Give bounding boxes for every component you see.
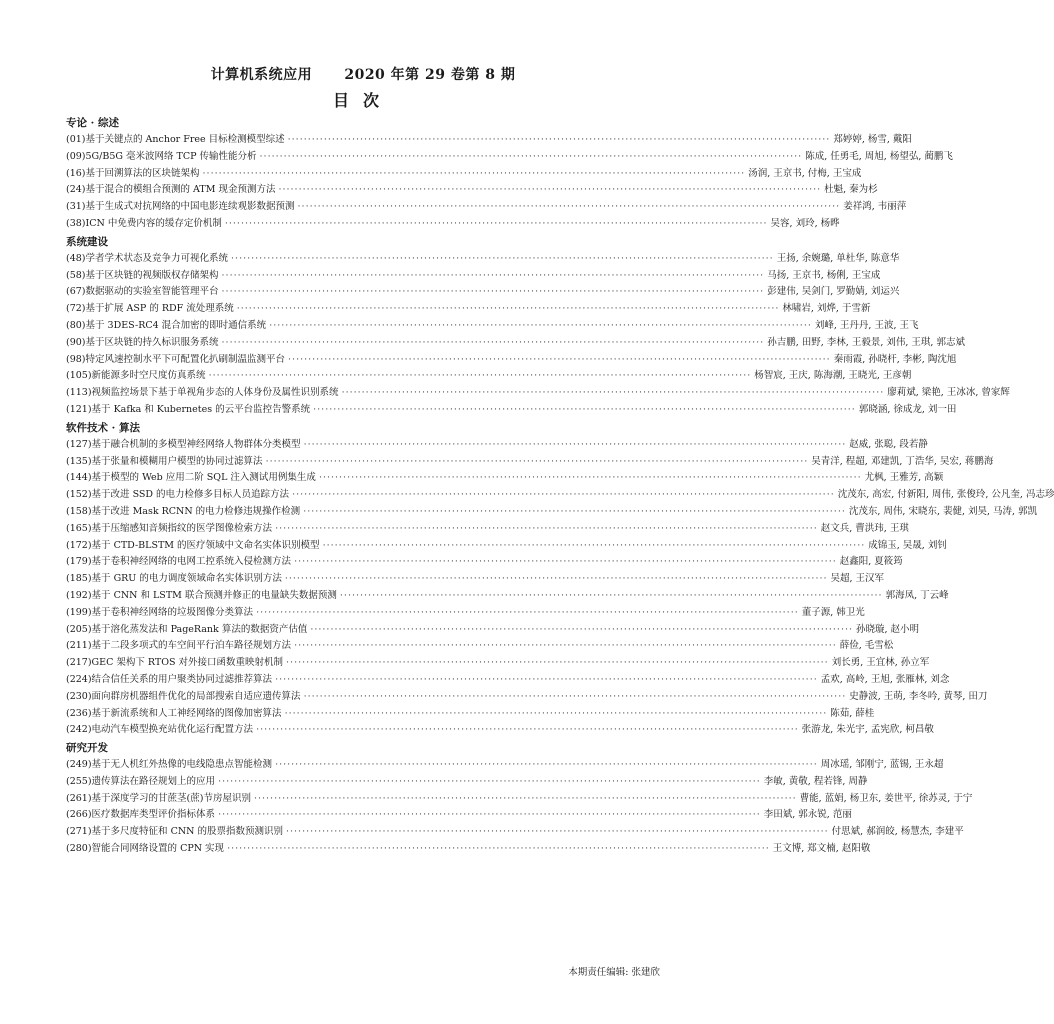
- entry-title: 基于 GRU 的电力调度领域命名实体识别方法: [91, 573, 282, 585]
- entry-authors: 成锦玉, 吴晟, 刘钊: [868, 539, 947, 551]
- entry-title: 基于模型的 Web 应用二阶 SQL 注入测试用例集生成: [91, 472, 316, 484]
- entry-authors: 孟欢, 高岭, 王旭, 张雁林, 刘念: [820, 673, 950, 685]
- toc-sections: [66, 114, 1054, 858]
- dot-leader: [285, 706, 828, 723]
- entry-title: 5G/B5G 毫米波网络 TCP 传输性能分析: [85, 150, 257, 162]
- toc-title: 目次: [332, 91, 393, 110]
- toc-entry[interactable]: [66, 521, 909, 538]
- entry-title: 基于 CNN 和 LSTM 联合预测并修正的电量缺失数据预测: [91, 589, 337, 601]
- entry-authors: 彭建伟, 吴剑门, 罗勤婧, 刘运兴: [767, 286, 900, 298]
- entry-title: 基于压缩感知音频指纹的医学图像检索方法: [91, 522, 273, 534]
- entry-title: 基于溶化蒸发法和 PageRank 算法的数据资产估值: [91, 623, 308, 635]
- toc-entry[interactable]: [66, 216, 840, 233]
- entry-title: 智能合同网络设置的 CPN 实现: [91, 843, 225, 855]
- entry-authors: 沈茂东, 高宏, 付新阳, 周伟, 张俊玲, 公凡奎, 冯志珍: [837, 489, 1054, 501]
- entry-title: 基于融合机制的多模型神经网络人物群体分类模型: [91, 438, 301, 450]
- entry-page-number: (266): [66, 809, 92, 821]
- toc-entry[interactable]: [66, 655, 930, 672]
- section-heading: 专论 · 综述: [66, 117, 119, 129]
- dot-leader: [275, 521, 818, 538]
- entry-page-number: (48): [66, 252, 86, 264]
- entry-page-number: (255): [66, 775, 92, 787]
- dot-leader: [292, 487, 835, 504]
- toc-entry[interactable]: [66, 672, 950, 689]
- entry-title: 结合信任关系的用户聚类协同过滤推荐算法: [91, 673, 273, 685]
- entry-page-number: (242): [66, 724, 92, 736]
- entry-page-number: (185): [66, 573, 92, 585]
- entry-authors: 曹能, 蓝娟, 杨卫东, 姜世平, 徐苏灵, 于宁: [799, 792, 973, 804]
- dot-leader: [278, 182, 821, 199]
- toc-entry[interactable]: [66, 284, 900, 301]
- toc-entry[interactable]: [66, 757, 944, 774]
- entry-authors: 刘峰, 王丹丹, 王波, 王飞: [814, 319, 919, 331]
- entry-page-number: (127): [66, 438, 92, 450]
- entry-authors: 郭海凤, 丁云峰: [885, 589, 949, 601]
- dot-leader: [227, 841, 770, 858]
- entry-page-number: (105): [66, 370, 92, 382]
- entry-title: 基于关键点的 Anchor Free 目标检测模型综述: [85, 134, 285, 145]
- entry-authors: 姜祥鸿, 韦丽萍: [843, 201, 907, 213]
- dot-leader: [275, 757, 818, 774]
- entry-page-number: (261): [66, 792, 92, 804]
- entry-page-number: (230): [66, 690, 92, 702]
- entry-page-number: (271): [66, 826, 92, 838]
- entry-page-number: (236): [66, 707, 92, 719]
- entry-title: 基于 3DES-RC4 混合加密的即时通信系统: [85, 319, 267, 331]
- toc-entry[interactable]: [66, 588, 949, 605]
- entry-title: 基于改进 Mask RCNN 的电力检修违规操作检测: [91, 505, 301, 517]
- entry-authors: 郑婷婷, 杨雪, 戴阳: [833, 134, 912, 145]
- dot-leader: [288, 132, 831, 149]
- toc-entry[interactable]: [66, 132, 912, 149]
- toc-entry[interactable]: [66, 841, 871, 858]
- entry-title: GEC 架构下 RTOS 对外接口函数重映射机制: [91, 657, 284, 669]
- dot-leader: [319, 470, 862, 487]
- entry-authors: 尤枫, 王雅芳, 高颖: [864, 472, 944, 484]
- dot-leader: [340, 588, 883, 605]
- dot-leader: [218, 774, 761, 791]
- entry-page-number: (16): [66, 167, 86, 179]
- entry-title: 基于改进 SSD 的电力检修多目标人员追踪方法: [91, 489, 290, 501]
- entry-page-number: (80): [66, 319, 86, 331]
- entry-authors: 赵威, 张聪, 段若静: [849, 438, 928, 450]
- entry-page-number: (01): [66, 134, 86, 145]
- toc-entry[interactable]: [66, 605, 865, 622]
- entry-page-number: (113): [66, 387, 92, 399]
- entry-page-number: (165): [66, 522, 92, 534]
- toc-entry[interactable]: [66, 402, 957, 419]
- entry-page-number: (211): [66, 640, 92, 652]
- entry-title: 基于扩展 ASP 的 RDF 流处理系统: [85, 303, 234, 315]
- entry-page-number: (67): [66, 286, 86, 298]
- toc-entry[interactable]: [66, 538, 947, 555]
- dot-leader: [218, 807, 761, 824]
- toc-entry[interactable]: [66, 182, 878, 199]
- entry-page-number: (135): [66, 455, 92, 467]
- toc-entry[interactable]: [66, 149, 953, 166]
- toc-entry[interactable]: [66, 791, 973, 808]
- entry-authors: 林啸岩, 刘烨, 于雪新: [782, 303, 871, 315]
- entry-page-number: (205): [66, 623, 92, 635]
- entry-page-number: (98): [66, 353, 86, 365]
- entry-page-number: (249): [66, 759, 92, 771]
- toc-entry[interactable]: [66, 335, 965, 352]
- entry-title: 基于多尺度特征和 CNN 的股票指数预测识别: [91, 826, 283, 838]
- dot-leader: [256, 605, 799, 622]
- entry-page-number: (58): [66, 269, 86, 281]
- dot-leader: [203, 166, 746, 183]
- entry-authors: 董子源, 韩卫光: [801, 606, 865, 618]
- entry-authors: 廖莉斌, 梁艳, 王冰冰, 曾家辉: [887, 387, 1010, 399]
- dot-leader: [310, 622, 853, 639]
- entry-title: 电动汽车模型换充站优化运行配置方法: [91, 724, 254, 736]
- entry-authors: 马扬, 王京书, 杨俐, 王宝成: [767, 269, 881, 281]
- dot-leader: [222, 335, 765, 352]
- entry-title: 基于区块链的视频版权存储架构: [85, 269, 219, 281]
- dot-leader: [313, 402, 856, 419]
- editor-note: 本期责任编辑: 张建欣: [568, 967, 660, 978]
- entry-authors: 吴超, 王汉军: [830, 573, 885, 585]
- toc-entry[interactable]: [66, 251, 900, 268]
- entry-authors: 周冰瑶, 邹刚宁, 蓝锡, 王永超: [820, 759, 944, 771]
- entry-page-number: (152): [66, 489, 92, 501]
- entry-page-number: (199): [66, 606, 92, 618]
- dot-leader: [231, 251, 774, 268]
- entry-authors: 付思斌, 郝润皎, 杨慧杰, 李建平: [831, 826, 964, 838]
- entry-authors: 吴青洋, 程超, 邓建凯, 丁浩华, 吴宏, 蒋鹏海: [811, 455, 994, 467]
- entry-page-number: (224): [66, 673, 92, 685]
- dot-leader: [275, 672, 818, 689]
- section-heading: 系统建设: [66, 235, 108, 248]
- dot-leader: [288, 352, 831, 369]
- entry-authors: 赵鑫阳, 夏筱筠: [839, 556, 903, 568]
- entry-authors: 汤润, 王京书, 付梅, 王宝成: [748, 167, 862, 179]
- entry-page-number: (72): [66, 303, 86, 315]
- dot-leader: [209, 368, 752, 385]
- entry-page-number: (121): [66, 403, 92, 415]
- entry-authors: 刘长勇, 王宜林, 孙立军: [831, 657, 930, 669]
- entry-title: 基于张量和模糊用户模型的协同过滤算法: [91, 455, 263, 467]
- toc-entry[interactable]: [66, 454, 994, 471]
- entry-title: 基于二段多项式的车空间平行泊车路径规划方法: [91, 640, 292, 652]
- entry-page-number: (179): [66, 556, 92, 568]
- entry-title: 基于无人机红外热像的电线隐患点智能检测: [91, 759, 273, 771]
- dot-leader: [304, 689, 847, 706]
- entry-title: 学者学术状态及竞争力可视化系统: [85, 252, 229, 264]
- entry-title: 基于区块链的持久标识服务系统: [85, 336, 219, 348]
- section-heading: 研究开发: [66, 742, 108, 755]
- dot-leader: [237, 301, 780, 318]
- entry-page-number: (172): [66, 539, 92, 551]
- entry-title: 基于深度学习的甘蔗茎(蔗)节房屋识别: [91, 792, 251, 804]
- entry-authors: 孙吉鹏, 田野, 李林, 王毅景, 刘伟, 王琪, 郭志斌: [767, 336, 965, 348]
- toc-entry[interactable]: [66, 807, 852, 824]
- dot-leader: [294, 638, 837, 655]
- entry-authors: 沈茂东, 周伟, 宋晓东, 裴健, 刘昊, 马涛, 郭凯: [848, 505, 1038, 517]
- journal-title: 计算机系统应用 2020 年第 29 卷第 8 期: [210, 67, 516, 83]
- entry-authors: 郭晓涵, 徐成龙, 刘一田: [858, 403, 957, 415]
- entry-page-number: (280): [66, 843, 92, 855]
- entry-authors: 李敏, 黄敬, 程若锋, 周静: [763, 775, 868, 787]
- entry-authors: 王文博, 郑文楠, 赵阳敬: [772, 843, 871, 855]
- entry-title: 数据驱动的实验室智能管理平台: [85, 286, 219, 298]
- entry-authors: 史静波, 王萌, 李冬吟, 黄琴, 田刀: [849, 690, 988, 702]
- toc-entry[interactable]: [66, 368, 912, 385]
- entry-page-number: (90): [66, 336, 86, 348]
- entry-authors: 吴容, 刘玲, 杨晔: [770, 217, 840, 229]
- toc-entry[interactable]: [66, 706, 875, 723]
- toc-entry[interactable]: [66, 504, 1038, 521]
- entry-authors: 杨智宸, 王庆, 陈海潮, 王晓光, 王彦朝: [754, 370, 912, 382]
- toc-entry[interactable]: [66, 622, 920, 639]
- dot-leader: [342, 385, 885, 402]
- toc-entry[interactable]: [66, 268, 881, 285]
- toc-entry[interactable]: [66, 722, 934, 739]
- entry-title: 基于生成式对抗网络的中国电影连续观影数据预测: [85, 201, 295, 213]
- dot-leader: [266, 454, 809, 471]
- entry-page-number: (31): [66, 201, 86, 213]
- toc-entry[interactable]: [66, 824, 964, 841]
- entry-title: 基于卷积神经网络的电网工控系统入侵检测方法: [91, 556, 292, 568]
- entry-title: 视频监控场景下基于单视角步态的人体身份及属性识别系统: [91, 387, 339, 399]
- toc-entry[interactable]: [66, 166, 862, 183]
- toc-entry[interactable]: [66, 385, 1010, 402]
- dot-leader: [323, 538, 866, 555]
- toc-entry[interactable]: [66, 571, 885, 588]
- dot-leader: [222, 268, 765, 285]
- entry-title: 基于卷积神经网络的垃圾图像分类算法: [91, 606, 254, 618]
- entry-authors: 陈成, 任勇毛, 周旭, 杨望弘, 蔺鹏飞: [805, 150, 953, 162]
- entry-authors: 杜魁, 秦为杉: [824, 184, 878, 196]
- toc-entry[interactable]: [66, 318, 919, 335]
- entry-authors: 王扬, 余婉璐, 单杜华, 陈意华: [776, 252, 900, 264]
- toc-entry[interactable]: [66, 554, 903, 571]
- entry-title: 基于混合的模组合预测的 ATM 现金预测方法: [85, 184, 276, 196]
- dot-leader: [256, 722, 799, 739]
- toc-entry[interactable]: [66, 437, 928, 454]
- entry-title: 基于回溯算法的区块链架构: [85, 167, 200, 179]
- entry-authors: 李田斌, 郭永锐, 范丽: [763, 809, 852, 821]
- dot-leader: [254, 791, 797, 808]
- toc-entry[interactable]: [66, 774, 868, 791]
- toc-entry[interactable]: [66, 638, 894, 655]
- dot-leader: [285, 571, 828, 588]
- entry-title: 面向群房机器组件优化的局部搜索自适应遗传算法: [91, 690, 301, 702]
- entry-page-number: (24): [66, 184, 86, 196]
- entry-page-number: (192): [66, 589, 92, 601]
- entry-title: ICN 中免费内容的缓存定价机制: [85, 217, 222, 229]
- section-heading: 软件技术 · 算法: [66, 421, 140, 434]
- dot-leader: [303, 504, 846, 521]
- toc-entry[interactable]: [66, 470, 944, 487]
- dot-leader: [286, 824, 829, 841]
- entry-title: 特定风速控制水平下可配置化扒刷制温监测平台: [85, 353, 286, 365]
- toc-entry[interactable]: [66, 352, 957, 369]
- entry-page-number: (158): [66, 505, 92, 517]
- entry-title: 遗传算法在路径规划上的应用: [91, 775, 216, 787]
- entry-page-number: (217): [66, 657, 92, 669]
- toc-entry[interactable]: [66, 199, 907, 216]
- entry-authors: 秦雨霞, 孙晓杆, 李彬, 陶沈旭: [833, 353, 957, 365]
- dot-leader: [304, 437, 847, 454]
- entry-authors: 薛俭, 毛雪松: [839, 640, 894, 652]
- entry-authors: 陈茹, 薛桂: [830, 707, 875, 719]
- entry-authors: 张游龙, 朱光宇, 孟宪欣, 柯昌敬: [801, 724, 934, 736]
- entry-title: 基于新流系统和人工神经网络的图像加密算法: [91, 707, 282, 719]
- entry-title: 医疗数据库类型评价指标体系: [91, 809, 216, 821]
- toc-entry[interactable]: [66, 487, 1054, 504]
- entry-page-number: (144): [66, 472, 92, 484]
- entry-title: 基于 CTD-BLSTM 的医疗领域中文命名实体识别模型: [91, 539, 320, 551]
- entry-page-number: (38): [66, 217, 86, 229]
- toc-entry[interactable]: [66, 689, 988, 706]
- dot-leader: [294, 554, 837, 571]
- toc-page: [66, 64, 1054, 858]
- entry-page-number: (09): [66, 150, 86, 162]
- entry-title: 新能源多时空尺度仿真系统: [91, 370, 206, 382]
- entry-authors: 孙晓璇, 赵小明: [856, 623, 920, 635]
- dot-leader: [260, 149, 803, 166]
- dot-leader: [269, 318, 812, 335]
- entry-authors: 赵文兵, 曹洪玮, 王琪: [820, 522, 909, 534]
- dot-leader: [286, 655, 829, 672]
- dot-leader: [222, 284, 765, 301]
- entry-title: 基于 Kafka 和 Kubernetes 的云平台监控告警系统: [91, 403, 311, 415]
- dot-leader: [298, 199, 841, 216]
- dot-leader: [225, 216, 768, 233]
- toc-entry[interactable]: [66, 301, 871, 318]
